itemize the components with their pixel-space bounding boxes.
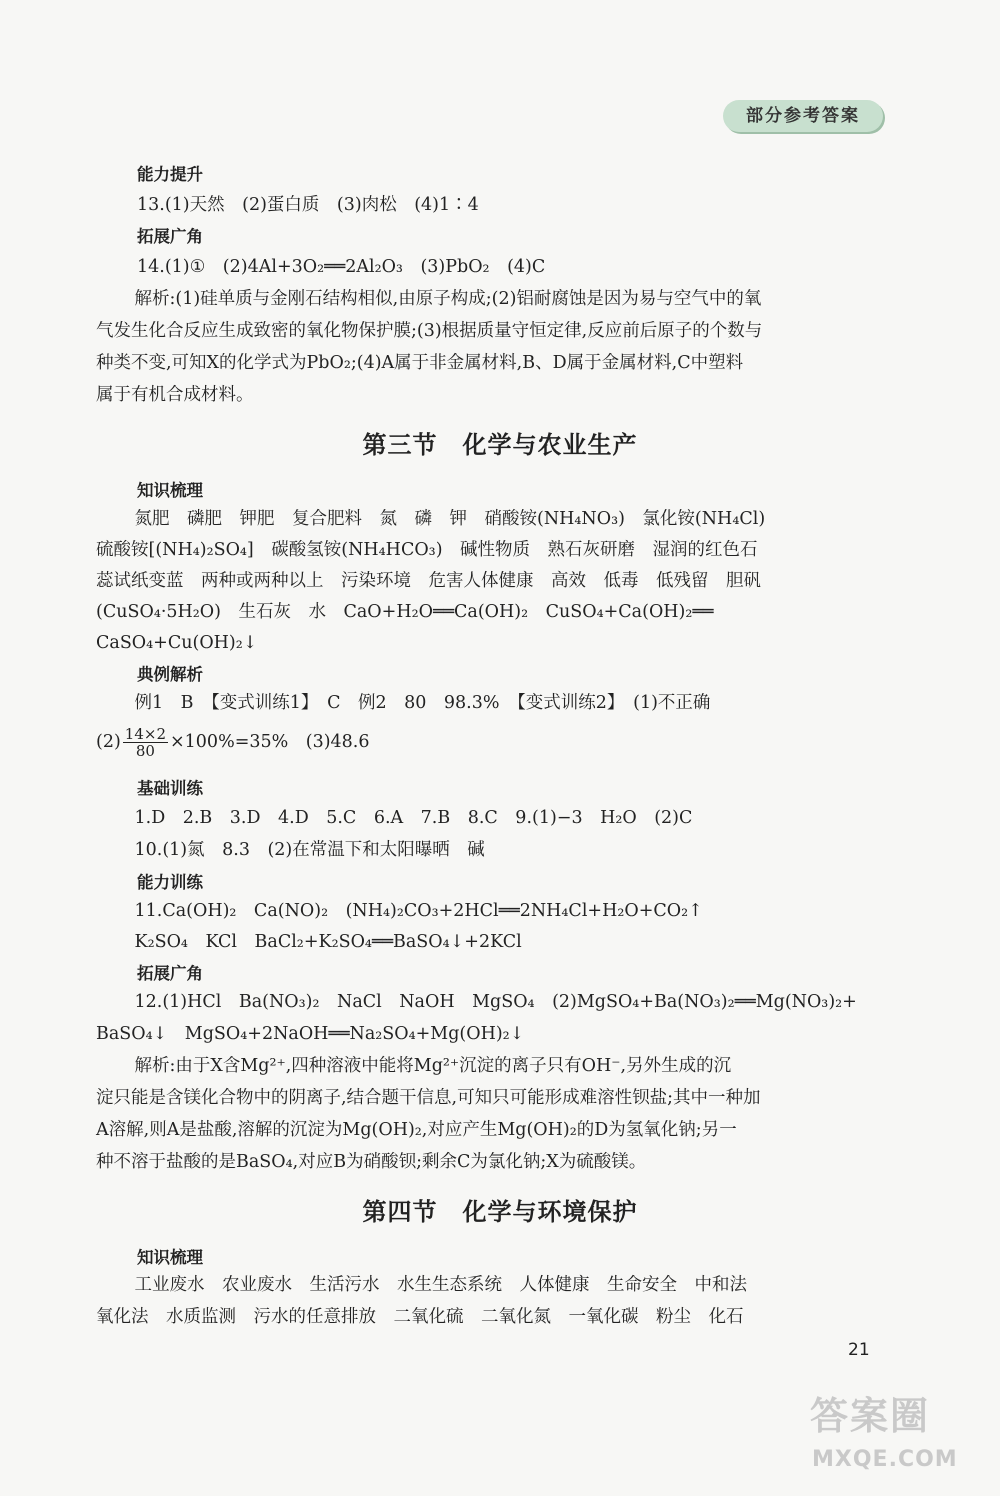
basic-line-1: 1.D 2.B 3.D 4.D 5.C 6.A 7.B 8.C 9.(1)−3 H₂O (2)C	[117, 808, 693, 828]
fraction-numerator: 14×2	[124, 725, 166, 743]
knowledge-line-2: 硫酸铵[(NH₄)₂SO₄] 碳酸氢铵(NH₄HCO₃) 碱性物质 熟石灰研磨 湿润的红色石	[96, 540, 758, 560]
analysis-line-1: 解析:(1)硅单质与金刚石结构相似,由原子构成;(2)铝耐腐蚀是因为易与空气中的氧	[117, 289, 762, 309]
knowledge-line-5: CaSO₄+Cu(OH)₂↓	[96, 633, 258, 653]
example-line-2-suffix: ×100%=35% (3)48.6	[170, 732, 370, 752]
fraction-denominator: 80	[135, 742, 155, 760]
watermark-logo-text: 答案圈	[810, 1394, 931, 1438]
subheading-knowledge: 知识梳理	[137, 481, 203, 500]
section-title-4: 第四节 化学与环境保护	[362, 1198, 638, 1226]
knowledge2-line-1: 工业废水 农业废水 生活污水 水生生态系统 人体健康 生命安全 中和法	[117, 1275, 747, 1295]
page-number: 21	[848, 1340, 870, 1360]
answer-14: 14.(1)① (2)4Al+3O₂══2Al₂O₃ (3)PbO₂ (4)C	[137, 257, 546, 277]
subheading-ability-training: 能力训练	[137, 873, 203, 892]
extension-line-2: BaSO₄↓ MgSO₄+2NaOH══Na₂SO₄+Mg(OH)₂↓	[96, 1024, 525, 1044]
analysis2-line-4: 种不溶于盐酸的是BaSO₄,对应B为硝酸钡;剩余C为氯化钠;X为硫酸镁。	[96, 1152, 647, 1172]
knowledge2-line-2: 氧化法 水质监测 污水的任意排放 二氧化硫 二氧化氮 一氧化碳 粉尘 化石	[96, 1307, 744, 1327]
subheading-examples: 典例解析	[137, 665, 203, 684]
analysis-line-4: 属于有机合成材料。	[96, 385, 254, 405]
subheading-knowledge-2: 知识梳理	[137, 1248, 203, 1267]
watermark-url: MXQE.COM	[812, 1447, 958, 1472]
subheading-extension: 拓展广角	[137, 227, 203, 246]
analysis-line-2: 气发生化合反应生成致密的氧化物保护膜;(3)根据质量守恒定律,反应前后原子的个数与	[96, 321, 763, 341]
analysis2-line-3: A溶解,则A是盐酸,溶解的沉淀为Mg(OH)₂,对应产生Mg(OH)₂的D为氢氧化钠;另一	[96, 1120, 737, 1140]
knowledge-line-4: (CuSO₄·5H₂O) 生石灰 水 CaO+H₂O══Ca(OH)₂ CuSO₄+Ca(OH)₂══	[96, 602, 714, 622]
subheading-basic: 基础训练	[137, 779, 203, 798]
answer-13: 13.(1)天然 (2)蛋白质 (3)肉松 (4)1∶4	[137, 195, 479, 215]
ability-line-2: K₂SO₄ KCl BaCl₂+K₂SO₄══BaSO₄↓+2KCl	[117, 932, 522, 952]
basic-line-2: 10.(1)氮 8.3 (2)在常温下和太阳曝晒 碱	[117, 840, 485, 860]
analysis2-line-1: 解析:由于X含Mg²⁺,四种溶液中能将Mg²⁺沉淀的离子只有OH⁻,另外生成的沉	[117, 1056, 732, 1076]
extension-line-1: 12.(1)HCl Ba(NO₃)₂ NaCl NaOH MgSO₄ (2)MgSO₄+Ba(NO₃)₂══Mg(NO₃)₂+	[117, 992, 857, 1012]
section-title-3: 第三节 化学与农业生产	[362, 431, 638, 459]
example-line-1: 例1 B 【变式训练1】 C 例2 80 98.3% 【变式训练2】 (1)不正确	[117, 693, 711, 713]
knowledge-line-3: 蕊试纸变蓝 两种或两种以上 污染环境 危害人体健康 高效 低毒 低残留 胆矾	[96, 571, 761, 591]
example-line-2	[96, 726, 900, 759]
subheading-extension-2: 拓展广角	[137, 964, 203, 983]
ability-line-1: 11.Ca(OH)₂ Ca(NO)₂ (NH₄)₂CO₃+2HCl══2NH₄Cl+H₂O+CO₂↑	[117, 901, 703, 921]
section-badge: 部分参考答案	[723, 100, 883, 132]
subheading-ability: 能力提升	[137, 165, 203, 184]
fraction	[123, 726, 168, 759]
knowledge-line-1: 氮肥 磷肥 钾肥 复合肥料 氮 磷 钾 硝酸铵(NH₄NO₃) 氯化铵(NH₄Cl)	[117, 509, 766, 529]
watermark	[790, 1385, 990, 1485]
example-line-2-prefix: (2)	[96, 732, 121, 752]
analysis-line-3: 种类不变,可知X的化学式为PbO₂;(4)A属于非金属材料,B、D属于金属材料,C中塑料	[96, 353, 744, 373]
analysis2-line-2: 淀只能是含镁化合物中的阴离子,结合题干信息,可知只可能形成难溶性钡盐;其中一种加	[96, 1088, 761, 1108]
